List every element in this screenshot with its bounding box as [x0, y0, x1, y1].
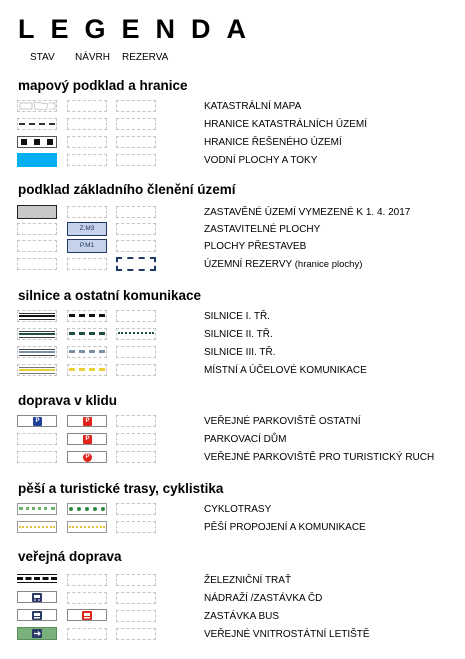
label-cadastral-boundary: HRANICE KATASTRÁLNÍCH ÚZEMÍ — [204, 119, 367, 130]
empty-cell — [116, 223, 156, 235]
symbol-road-1-existing — [17, 310, 57, 322]
empty-cell — [116, 100, 156, 112]
bus-stop-icon — [32, 611, 42, 620]
empty-cell — [116, 610, 156, 622]
symbol-water-bodies — [17, 153, 57, 167]
symbol-local-road-existing — [17, 364, 57, 376]
road-edge — [19, 367, 55, 368]
road-edge — [19, 331, 55, 332]
label-train-station: NÁDRAŽÍ /ZASTÁVKA ČD — [204, 593, 323, 604]
airplane-icon — [32, 629, 42, 638]
empty-cell — [17, 240, 57, 252]
symbol-parking-proposed — [67, 415, 107, 427]
symbol-built-up-area — [17, 205, 57, 219]
road-edge — [19, 349, 55, 350]
symbol-road-2-proposed — [67, 328, 107, 340]
symbol-road-3-proposed — [67, 346, 107, 358]
label-developable-area: ZASTAVITELNÉ PLOCHY — [204, 224, 321, 235]
symbol-parking-existing — [17, 415, 57, 427]
symbol-tourist-parking — [67, 451, 107, 463]
road-axis-dashed — [69, 350, 105, 353]
symbol-local-road-proposed — [67, 364, 107, 376]
road-axis — [19, 333, 55, 335]
column-header-stav: STAV — [30, 52, 55, 63]
road-edge — [19, 355, 55, 356]
road-axis-dashed — [69, 368, 105, 371]
empty-cell — [67, 206, 107, 218]
label-built-up-area: ZASTAVĚNÉ ÚZEMÍ VYMEZENÉ K 1. 4. 2017 — [204, 207, 411, 218]
label-road-class-1: SILNICE I. TŘ. — [204, 311, 270, 322]
symbol-developable-area: Z.M3 — [67, 222, 107, 236]
empty-cell — [116, 451, 156, 463]
label-water-bodies: VODNÍ PLOCHY A TOKY — [204, 155, 318, 166]
empty-cell — [116, 503, 156, 515]
road-axis-dashed — [69, 332, 105, 335]
footpath-line — [19, 526, 55, 528]
section-heading-parking: doprava v klidu — [18, 393, 118, 408]
rail-edge — [17, 582, 57, 583]
symbol-territorial-reserve — [116, 257, 156, 271]
label-railway: ŽELEZNIČNÍ TRAŤ — [204, 575, 292, 586]
symbol-railway — [17, 573, 57, 585]
symbol-road-2-existing — [17, 328, 57, 340]
empty-cell — [116, 154, 156, 166]
column-header-rezerva: REZERVA — [122, 52, 169, 63]
territorial-reserve-note: (hranice plochy) — [294, 259, 363, 270]
symbol-bus-stop-existing — [17, 609, 57, 621]
road-edge — [19, 319, 55, 320]
road-axis-dashed — [69, 314, 105, 317]
empty-cell — [116, 433, 156, 445]
symbol-train-station — [17, 591, 57, 603]
symbol-road-3-existing — [17, 346, 57, 358]
rail-edge — [17, 574, 57, 575]
label-territorial-reserve — [204, 259, 362, 271]
road-axis-dotted — [118, 332, 154, 334]
label-footpaths: PĚŠÍ PROPOJENÍ A KOMUNIKACE — [204, 522, 366, 533]
empty-cell — [116, 240, 156, 252]
bus-stop-icon — [82, 611, 92, 620]
symbol-cycle-route-proposed — [67, 503, 107, 515]
label-cadastral-map: KATASTRÁLNÍ MAPA — [204, 101, 302, 112]
symbol-bus-stop-proposed — [67, 609, 107, 621]
label-road-class-2: SILNICE II. TŘ. — [204, 329, 273, 340]
empty-cell — [67, 100, 107, 112]
empty-cell — [17, 223, 57, 235]
empty-cell — [116, 206, 156, 218]
empty-cell — [17, 451, 57, 463]
empty-cell — [116, 346, 156, 358]
empty-cell — [116, 574, 156, 586]
empty-cell — [116, 592, 156, 604]
label-airport: VEŘEJNÉ VNITROSTÁTNÍ LETIŠTĚ — [204, 629, 370, 640]
symbol-cadastral-map — [17, 100, 57, 112]
symbol-footpath-existing — [17, 521, 57, 533]
cadastral-map-hatch-icon — [18, 101, 56, 111]
empty-cell — [67, 118, 107, 130]
empty-cell — [116, 521, 156, 533]
label-bus-stop: ZASTÁVKA BUS — [204, 611, 280, 622]
cycle-route-line — [69, 507, 105, 511]
column-header-navrh: NÁVRH — [75, 52, 111, 63]
label-redevelopment-area: PLOCHY PŘESTAVEB — [204, 241, 307, 252]
road-edge — [19, 373, 55, 374]
empty-cell — [116, 310, 156, 322]
section-heading-base: mapový podklad a hranice — [18, 78, 188, 93]
empty-cell — [67, 154, 107, 166]
territorial-reserve-text: ÚZEMNÍ REZERVY — [204, 259, 292, 270]
solved-area-boundary-icon — [18, 137, 56, 147]
tourist-parking-icon: P — [83, 453, 92, 462]
empty-cell — [116, 136, 156, 148]
rail-ties — [17, 577, 57, 580]
empty-cell — [17, 433, 57, 445]
empty-cell — [67, 136, 107, 148]
road-axis — [19, 351, 55, 353]
road-axis — [19, 369, 55, 371]
label-solved-area-boundary: HRANICE ŘEŠENÉHO ÚZEMÍ — [204, 137, 342, 148]
symbol-redevelopment-area: P.M1 — [67, 239, 107, 253]
train-station-icon — [32, 593, 42, 602]
symbol-parking-house — [67, 433, 107, 445]
empty-cell — [116, 118, 156, 130]
section-heading-trails: pěší a turistické trasy, cyklistika — [18, 481, 224, 496]
empty-cell — [67, 574, 107, 586]
symbol-road-2-reserve — [116, 328, 156, 340]
empty-cell — [116, 628, 156, 640]
empty-cell — [116, 415, 156, 427]
section-heading-division: podklad základního členění území — [18, 182, 236, 197]
label-road-class-3: SILNICE III. TŘ. — [204, 347, 276, 358]
empty-cell — [67, 258, 107, 270]
label-cycle-routes: CYKLOTRASY — [204, 504, 272, 515]
symbol-cycle-route-existing — [17, 503, 57, 515]
label-public-parking: VEŘEJNÉ PARKOVIŠTĚ OSTATNÍ — [204, 416, 361, 427]
label-tourist-parking: VEŘEJNÉ PARKOVIŠTĚ PRO TURISTICKÝ RUCH — [204, 452, 435, 463]
legend-title: LEGENDA — [18, 14, 263, 44]
cycle-route-line — [19, 507, 55, 510]
symbol-cadastral-boundary — [17, 118, 57, 130]
label-parking-house: PARKOVACÍ DŮM — [204, 434, 287, 445]
road-edge — [19, 337, 55, 338]
road-axis — [19, 315, 55, 317]
symbol-road-1-proposed — [67, 310, 107, 322]
cadastral-boundary-line — [19, 123, 55, 125]
empty-cell — [67, 628, 107, 640]
parking-icon: P — [33, 417, 42, 426]
road-edge — [19, 313, 55, 314]
label-local-roads: MÍSTNÍ A ÚČELOVÉ KOMUNIKACE — [204, 365, 367, 376]
section-heading-roads: silnice a ostatní komunikace — [18, 288, 202, 303]
parking-house-icon: P — [83, 435, 92, 444]
empty-cell — [116, 364, 156, 376]
symbol-solved-area-boundary — [17, 136, 57, 148]
section-heading-transit: veřejná doprava — [18, 549, 122, 564]
empty-cell — [17, 258, 57, 270]
footpath-line — [69, 526, 105, 528]
symbol-footpath-proposed — [67, 521, 107, 533]
symbol-airport — [17, 627, 57, 640]
parking-icon: P — [83, 417, 92, 426]
empty-cell — [67, 592, 107, 604]
